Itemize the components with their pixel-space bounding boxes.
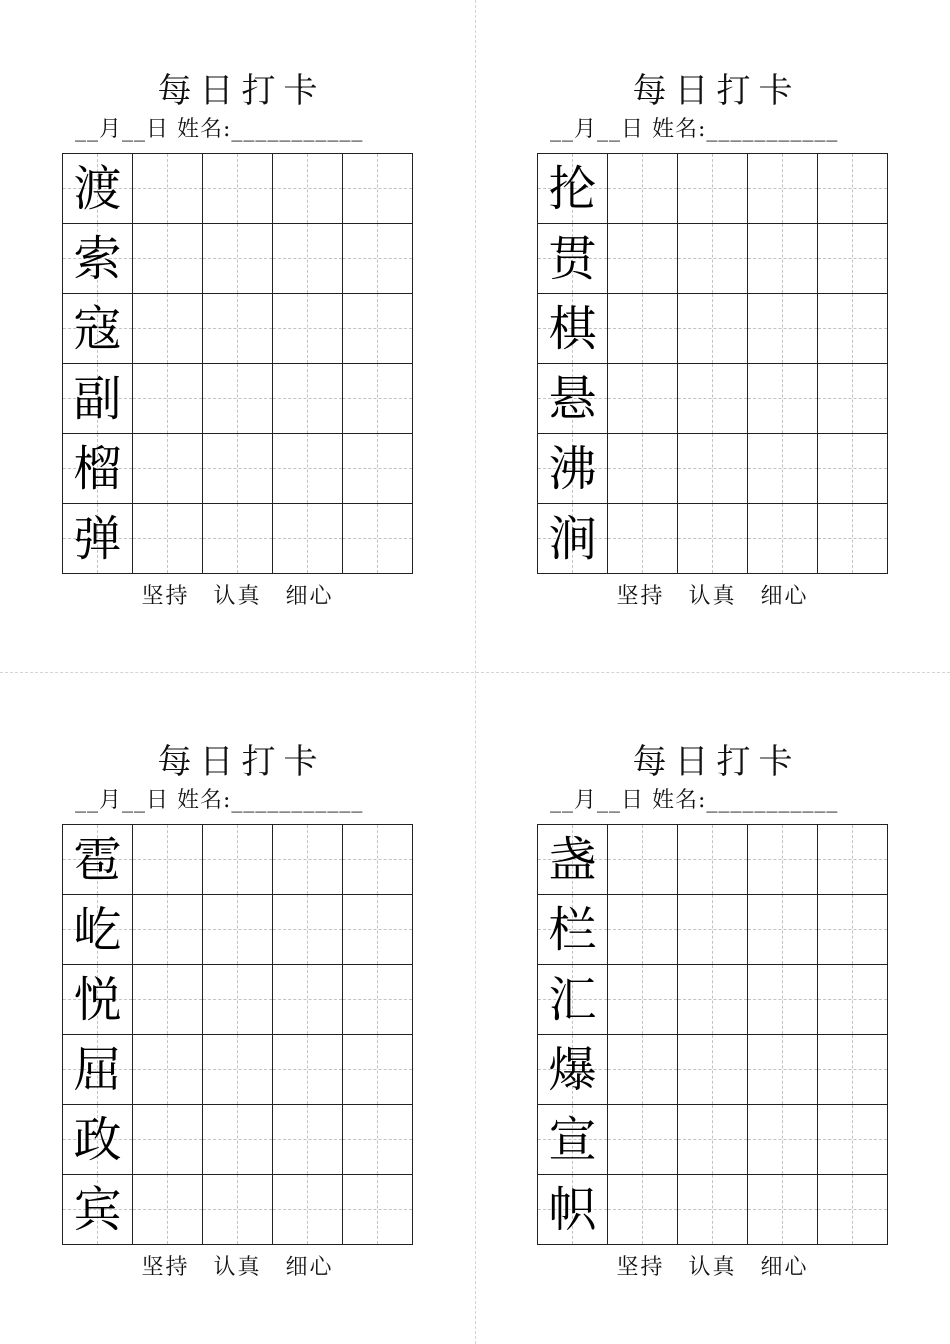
motto-footer [537,583,888,611]
character-cell [63,224,133,294]
practice-grid [537,824,888,1245]
writing-cell [203,1175,273,1245]
writing-cell [678,895,748,965]
writing-cell [818,1035,888,1105]
motto-2: 认真 [213,1255,262,1280]
writing-cell [273,1035,343,1105]
writing-cell [273,1175,343,1245]
writing-cell [273,224,343,294]
model-character: 贯 [548,230,597,287]
motto-footer [62,583,413,611]
character-cell [63,825,133,895]
writing-cell [343,224,413,294]
motto-footer [62,1254,413,1282]
date-name-line: __月__日 姓名:___________ [550,117,839,142]
character-cell [538,364,608,434]
writing-cell [608,224,678,294]
character-cell [63,504,133,574]
character-cell [538,965,608,1035]
writing-cell [343,1105,413,1175]
motto-2: 认真 [688,1255,737,1280]
model-character: 宾 [73,1181,122,1238]
writing-cell [343,1035,413,1105]
date-name-line: __月__日 姓名:___________ [75,117,364,142]
character-cell [538,895,608,965]
model-character: 汇 [548,971,597,1028]
model-character: 沸 [548,440,597,497]
motto-3: 细心 [760,584,809,609]
writing-cell [273,154,343,224]
writing-cell [203,294,273,364]
character-cell [63,434,133,504]
practice-card-2 [475,0,950,672]
writing-cell [678,1175,748,1245]
character-cell [538,1175,608,1245]
model-character: 弹 [73,510,122,567]
model-character: 悬 [548,370,597,427]
writing-cell [203,895,273,965]
writing-cell [273,294,343,364]
motto-2: 认真 [213,584,262,609]
writing-cell [133,154,203,224]
writing-cell [343,504,413,574]
writing-cell [678,294,748,364]
card-title: 每日打卡 [632,742,801,782]
motto-1: 坚持 [616,1255,665,1280]
motto-footer [537,1254,888,1282]
character-cell [63,1035,133,1105]
writing-cell [203,154,273,224]
model-character: 政 [73,1111,122,1168]
writing-cell [678,224,748,294]
writing-cell [818,895,888,965]
model-character: 屈 [73,1041,122,1098]
model-character: 棋 [548,300,597,357]
writing-cell [343,1175,413,1245]
motto-2: 认真 [688,584,737,609]
writing-cell [818,1105,888,1175]
model-character: 帜 [548,1181,597,1238]
motto-3: 细心 [285,1255,334,1280]
writing-cell [608,294,678,364]
character-cell [63,895,133,965]
writing-cell [678,825,748,895]
practice-grid [537,153,888,574]
model-character: 榴 [73,440,122,497]
writing-cell [748,224,818,294]
writing-cell [678,965,748,1035]
practice-card-3 [0,671,475,1343]
character-cell [63,294,133,364]
writing-cell [273,434,343,504]
writing-cell [818,1175,888,1245]
writing-cell [748,504,818,574]
character-cell [538,434,608,504]
model-character: 宣 [548,1111,597,1168]
writing-cell [608,154,678,224]
writing-cell [608,965,678,1035]
writing-cell [748,1035,818,1105]
writing-cell [748,434,818,504]
writing-cell [133,224,203,294]
writing-cell [133,1035,203,1105]
writing-cell [273,1105,343,1175]
writing-cell [133,364,203,434]
character-cell [538,294,608,364]
writing-cell [273,895,343,965]
writing-cell [818,224,888,294]
writing-cell [748,294,818,364]
model-character: 寇 [73,300,122,357]
character-cell [63,154,133,224]
model-character: 栏 [548,901,597,958]
writing-cell [818,965,888,1035]
date-name-line: __月__日 姓名:___________ [550,788,839,813]
writing-cell [818,294,888,364]
model-character: 屹 [73,901,122,958]
motto-3: 细心 [760,1255,809,1280]
writing-cell [133,434,203,504]
writing-cell [818,154,888,224]
writing-cell [608,1175,678,1245]
writing-cell [203,1105,273,1175]
writing-cell [343,434,413,504]
writing-cell [608,1035,678,1105]
writing-cell [133,294,203,364]
writing-cell [133,825,203,895]
writing-cell [748,825,818,895]
model-character: 悦 [73,971,122,1028]
writing-cell [818,364,888,434]
writing-cell [608,895,678,965]
writing-cell [678,1035,748,1105]
writing-cell [608,364,678,434]
character-cell [63,1105,133,1175]
writing-cell [608,434,678,504]
model-character: 爆 [548,1041,597,1098]
writing-cell [818,504,888,574]
practice-grid [62,824,413,1245]
writing-cell [748,154,818,224]
writing-cell [203,1035,273,1105]
practice-grid [62,153,413,574]
writing-cell [608,504,678,574]
writing-cell [748,965,818,1035]
writing-cell [273,825,343,895]
character-cell [538,154,608,224]
model-character: 雹 [73,831,122,888]
model-character: 涧 [548,510,597,567]
card-title: 每日打卡 [157,742,326,782]
writing-cell [203,364,273,434]
motto-1: 坚持 [616,584,665,609]
writing-cell [343,965,413,1035]
writing-cell [133,1175,203,1245]
character-cell [538,1035,608,1105]
writing-cell [678,364,748,434]
character-cell [63,965,133,1035]
writing-cell [608,825,678,895]
writing-cell [748,364,818,434]
writing-cell [203,965,273,1035]
character-cell [63,1175,133,1245]
card-title: 每日打卡 [632,71,801,111]
writing-cell [748,895,818,965]
writing-cell [678,1105,748,1175]
writing-cell [273,504,343,574]
writing-cell [343,895,413,965]
character-cell [538,825,608,895]
character-cell [538,1105,608,1175]
model-character: 抡 [548,160,597,217]
practice-card-4 [475,671,950,1343]
character-cell [63,364,133,434]
writing-cell [818,825,888,895]
writing-cell [273,965,343,1035]
character-cell [538,224,608,294]
date-name-line: __月__日 姓名:___________ [75,788,364,813]
writing-cell [748,1175,818,1245]
model-character: 副 [73,370,122,427]
writing-cell [203,825,273,895]
writing-cell [678,154,748,224]
writing-cell [203,504,273,574]
writing-cell [133,504,203,574]
character-cell [538,504,608,574]
motto-3: 细心 [285,584,334,609]
writing-cell [203,224,273,294]
writing-cell [343,294,413,364]
writing-cell [133,965,203,1035]
writing-cell [273,364,343,434]
model-character: 盏 [548,831,597,888]
writing-cell [818,434,888,504]
model-character: 渡 [73,160,122,217]
writing-cell [133,1105,203,1175]
writing-cell [203,434,273,504]
writing-cell [678,434,748,504]
model-character: 索 [73,230,122,287]
practice-card-1 [0,0,475,672]
writing-cell [343,154,413,224]
motto-1: 坚持 [141,584,190,609]
motto-1: 坚持 [141,1255,190,1280]
writing-cell [343,364,413,434]
card-title: 每日打卡 [157,71,326,111]
writing-cell [608,1105,678,1175]
writing-cell [133,895,203,965]
writing-cell [678,504,748,574]
writing-cell [748,1105,818,1175]
writing-cell [343,825,413,895]
